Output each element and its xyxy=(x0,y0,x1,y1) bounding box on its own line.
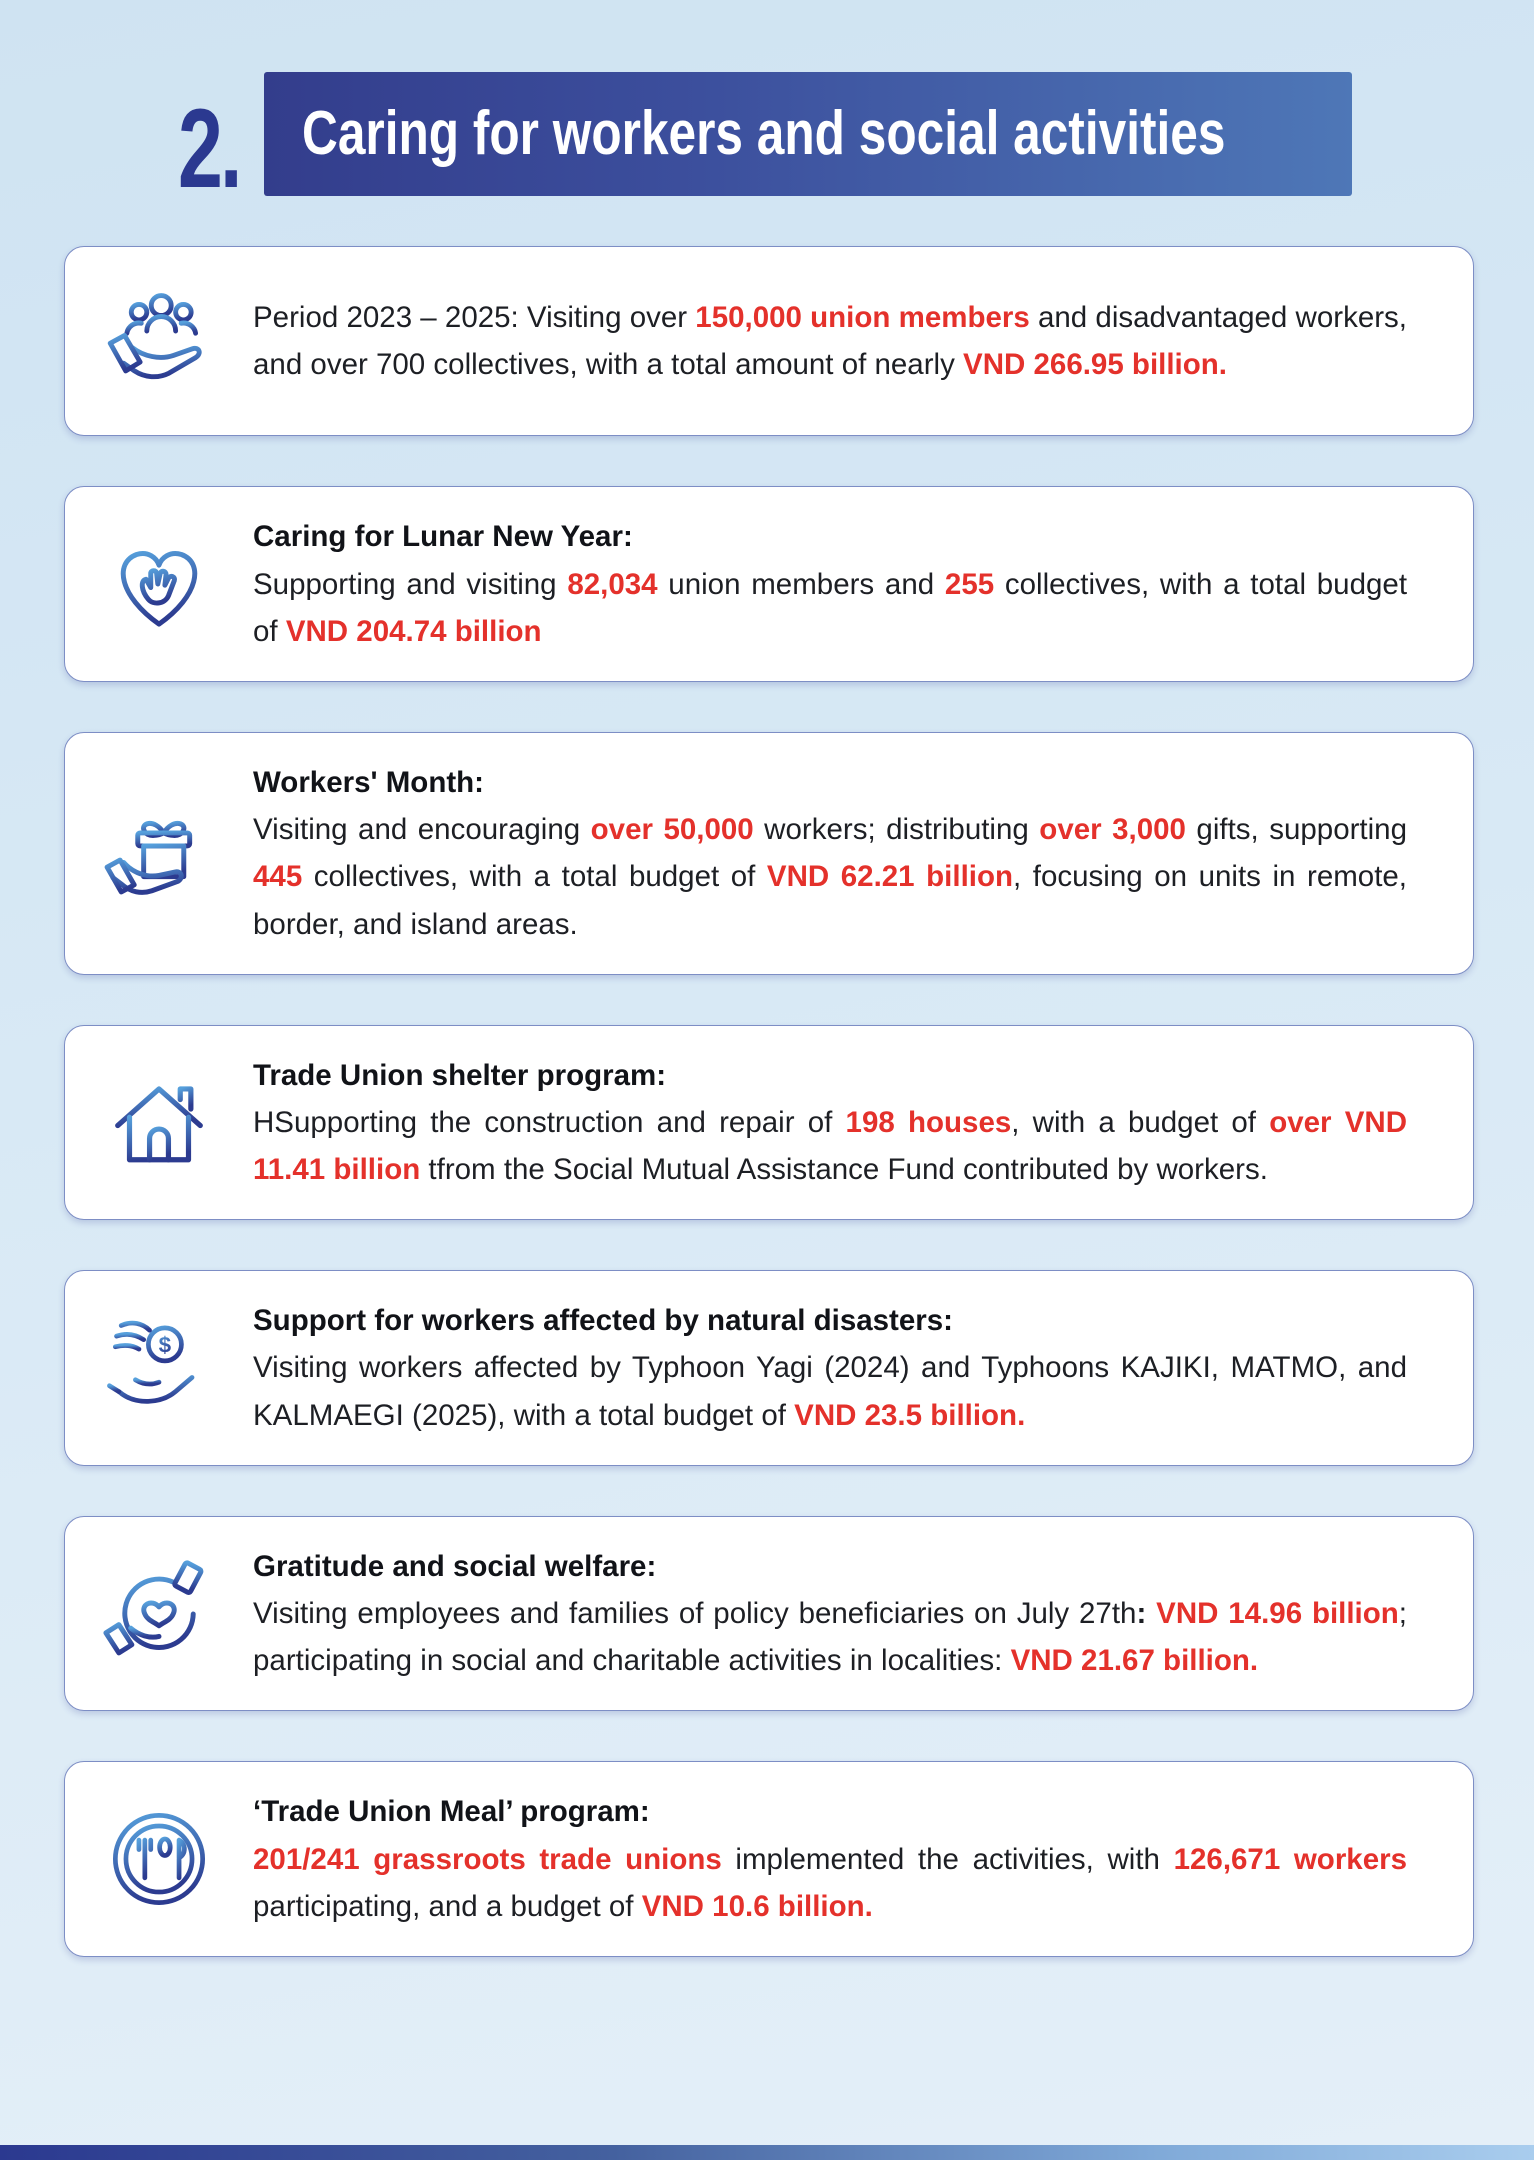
card-title: Gratitude and social welfare: xyxy=(253,1549,657,1583)
card-body: HSupporting the construction and repair of 198 houses, with a budget of over VND 11.41 billion tfrom the Social Mutual Assistance Fund contributed by workers. xyxy=(253,1105,1408,1187)
bottom-accent-bar xyxy=(0,2145,1534,2160)
card-title: ‘Trade Union Meal’ program: xyxy=(253,1795,650,1829)
card-body: Supporting and visiting 82,034 union members and 255 collectives, with a total budget of VND 204.74 billion xyxy=(253,567,1408,648)
giving-hands-icon xyxy=(65,1555,253,1673)
section-number: 2. xyxy=(178,86,240,211)
card-disaster-support xyxy=(64,1270,1474,1466)
card-shelter-program xyxy=(64,1025,1474,1221)
card-body: Visiting workers affected by Typhoon Yagi (2024) and Typhoons KAJIKI, MATMO, and KALMAEGI (2025), with a total budget of VND 23.5 billion. xyxy=(253,1351,1407,1432)
card-body: Visiting and encouraging over 50,000 workers; distributing over 3,000 gifts, supporting 445 collectives, with a total budget of VND 62.21 billion, focusing on units in remote, border, and island areas. xyxy=(253,813,1408,941)
gift-in-hand-icon xyxy=(65,794,253,912)
card-union-meal xyxy=(64,1761,1474,1957)
page-header xyxy=(0,0,1534,211)
people-in-hand-icon xyxy=(65,282,253,400)
card-title: Caring for Lunar New Year: xyxy=(253,520,633,554)
heart-in-hand-icon xyxy=(65,525,253,643)
card-lunar-new-year xyxy=(64,486,1474,682)
coin-in-hand-icon xyxy=(65,1309,253,1427)
card-body: Period 2023 – 2025: Visiting over 150,000 union members and disadvantaged workers, and over 700 collectives, with a total amount of nearly VND 266.95 billion. xyxy=(253,301,1407,382)
page-title: Caring for workers and social activities xyxy=(302,99,1226,168)
card-period-summary xyxy=(64,246,1474,436)
card-title: Support for workers affected by natural disasters: xyxy=(253,1304,953,1338)
card-body: Visiting employees and families of policy beneficiaries on July 27th: VND 14.96 billion; participating in social and charitable activities in localities: VND 21.67 billion. xyxy=(253,1597,1407,1678)
card-workers-month xyxy=(64,732,1474,975)
svg-text:$: $ xyxy=(158,1332,172,1358)
card-title: Trade Union shelter program: xyxy=(253,1058,667,1092)
card-gratitude-welfare xyxy=(64,1516,1474,1712)
card-list xyxy=(64,246,1474,1957)
meal-plate-icon xyxy=(65,1800,253,1918)
card-title: Workers' Month: xyxy=(253,765,485,799)
section-title-bar xyxy=(264,72,1352,196)
house-icon xyxy=(65,1063,253,1181)
card-body: 201/241 grassroots trade unions implemented the activities, with 126,671 workers participating, and a budget of VND 10.6 billion. xyxy=(253,1842,1407,1923)
